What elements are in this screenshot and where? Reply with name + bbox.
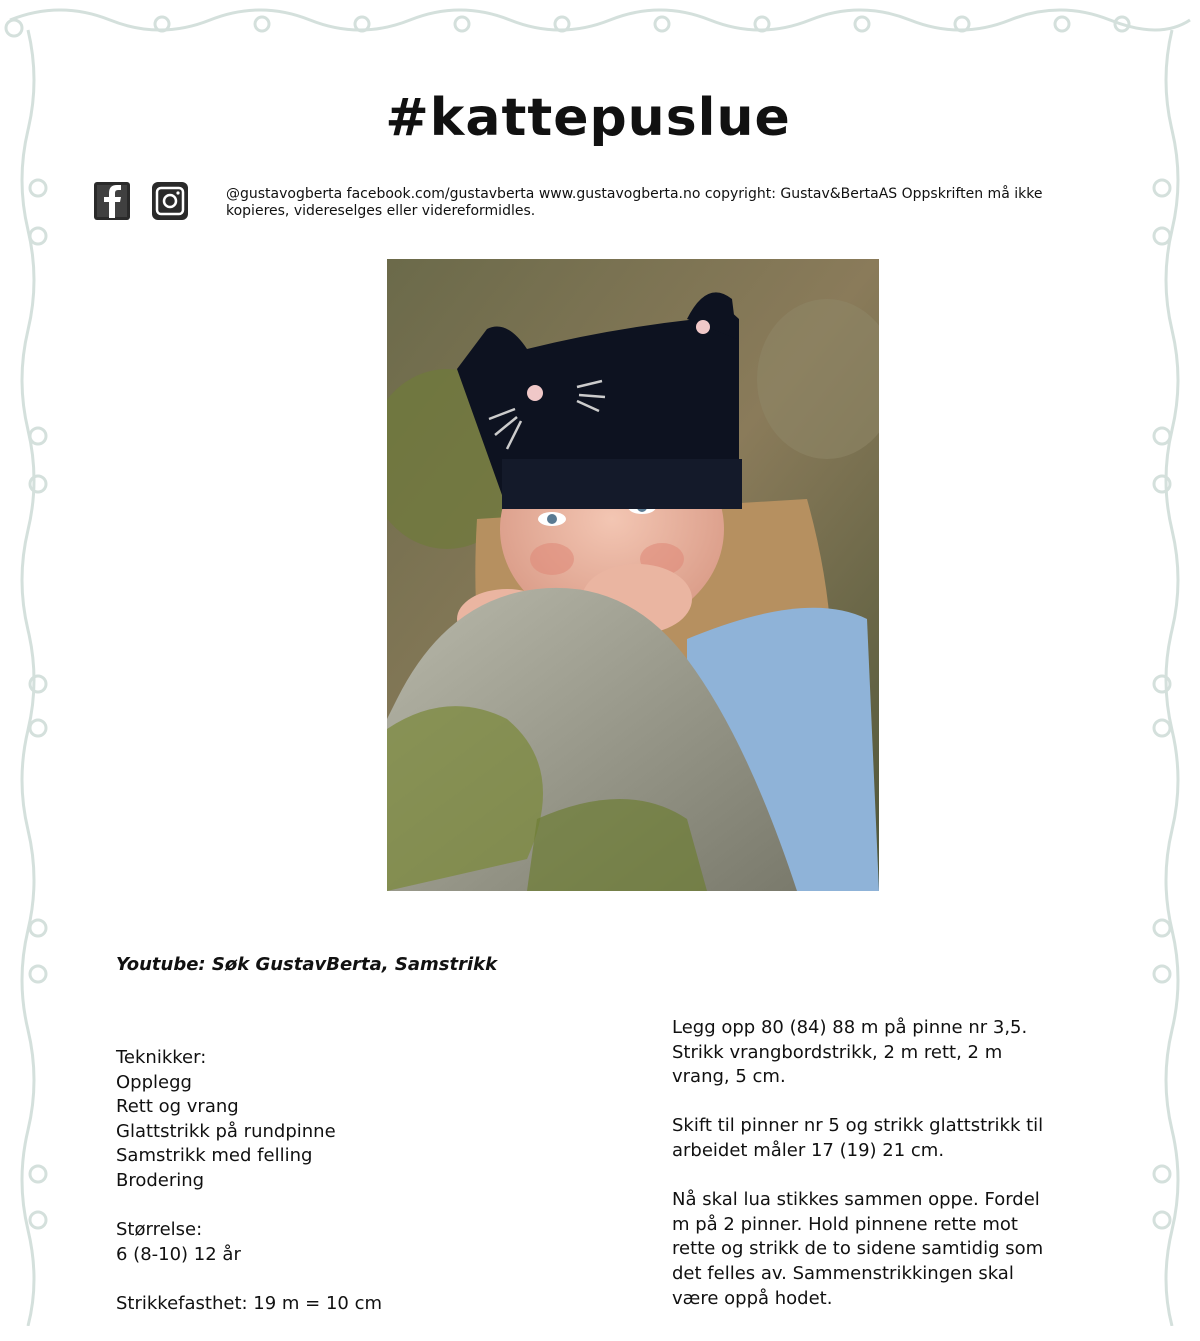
youtube-note: Youtube: Søk GustavBerta, Samstrikk <box>116 954 498 975</box>
social-icons <box>92 180 190 222</box>
instagram-icon[interactable] <box>150 180 190 222</box>
technique-item: Samstrikk med felling <box>116 1145 313 1167</box>
instruction-join-top: Nå skal lua stikkes sammen oppe. Fordel m på 2 pinner. Hold pinnene rette mot rette og strikk de to sidene samtidig som det felles av. Sammenstrikkingen skal være oppå hodet. <box>672 1189 1044 1309</box>
gauge-text: Strikkefasthet: 19 m = 10 cm <box>116 1292 383 1314</box>
page-title: #kattepuslue <box>385 88 791 148</box>
technique-item: Rett og vrang <box>116 1096 239 1118</box>
instruction-cast-on: Legg opp 80 (84) 88 m på pinne nr 3,5. Strikk vrangbordstrikk, 2 m rett, 2 m vrang, 5 cm. <box>672 1017 1028 1088</box>
technique-item: Opplegg <box>116 1071 192 1093</box>
instruction-stockinette: Skift til pinner nr 5 og strikk glattstrikk til arbeidet måler 17 (19) 21 cm. <box>672 1115 1044 1161</box>
size-heading: Størrelse: <box>116 1219 203 1241</box>
technique-item: Brodering <box>116 1169 205 1191</box>
facebook-icon[interactable] <box>92 180 132 222</box>
photo-girl-cat-hat <box>387 259 879 891</box>
right-column <box>672 1016 1062 1336</box>
size-value: 6 (8-10) 12 år <box>116 1243 241 1265</box>
credits-text: @gustavogberta facebook.com/gustavberta www.gustavogberta.no copyright: Gustav&BertaAS Oppskriften må ikke kopieres, videreselges eller videreformidles. <box>226 186 1043 219</box>
left-column <box>116 1046 556 1341</box>
technique-item: Glattstrikk på rundpinne <box>116 1120 336 1142</box>
techniques-heading: Teknikker: <box>116 1047 207 1068</box>
